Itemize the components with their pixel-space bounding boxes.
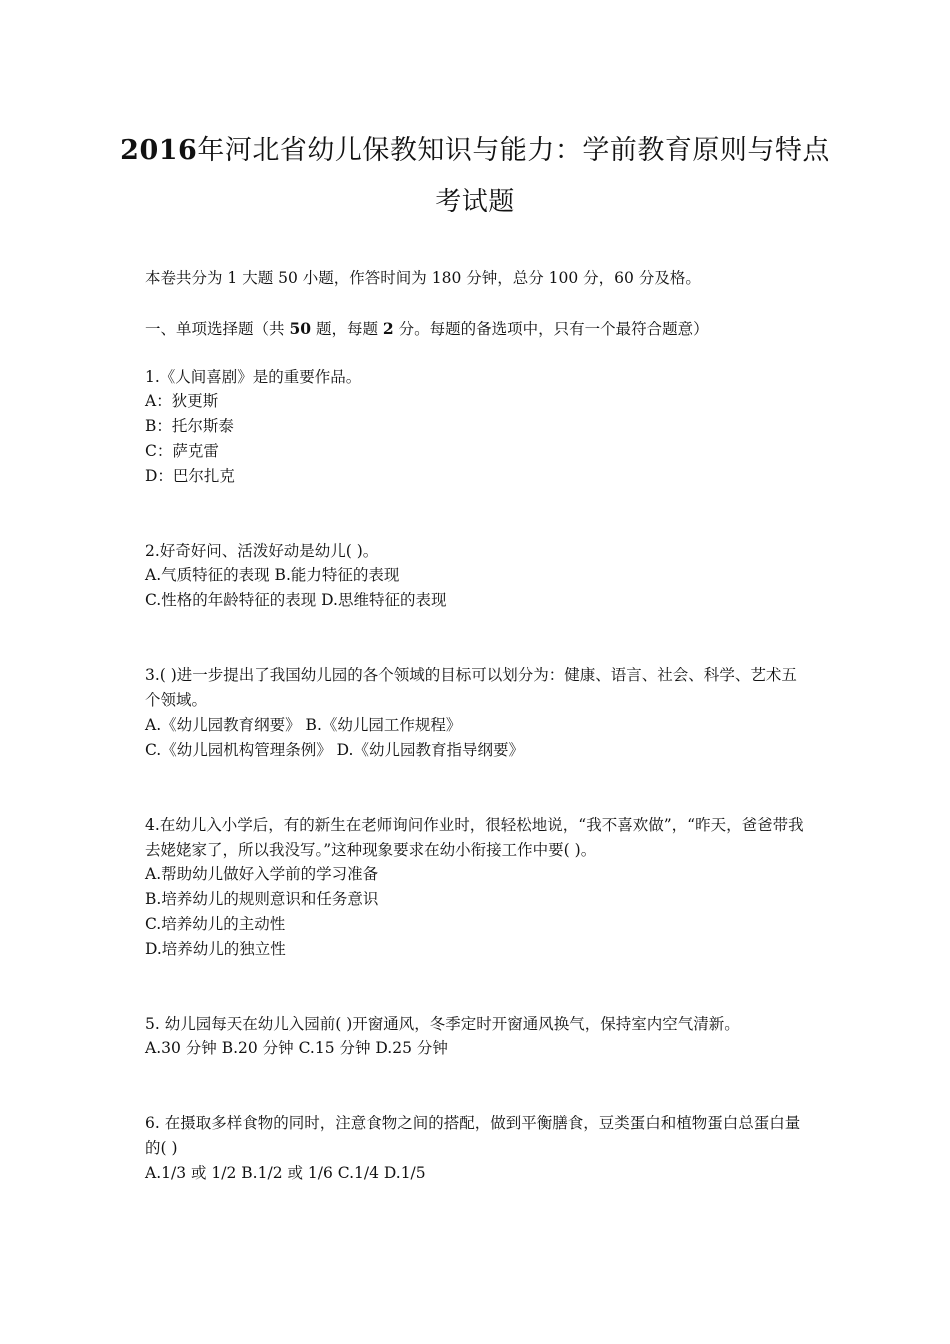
question-option: B：托尔斯泰 bbox=[145, 417, 234, 435]
section-text-1: 一、单项选择题（共 bbox=[145, 320, 290, 338]
question-option: A.1/3 或 1/2 B.1/2 或 1/6 C.1/4 D.1/5 bbox=[145, 1164, 426, 1182]
title-year: 2016 bbox=[120, 135, 198, 166]
question-option: A.帮助幼儿做好入学前的学习准备 bbox=[145, 865, 379, 883]
question-option: A.《幼儿园教育纲要》 B.《幼儿园工作规程》 bbox=[145, 716, 462, 734]
section-count: 50 bbox=[289, 319, 312, 338]
question-option: B.培养幼儿的规则意识和任务意识 bbox=[145, 890, 379, 908]
question-option: A：狄更斯 bbox=[145, 392, 219, 410]
question-stem: 2.好奇好问、活泼好动是幼儿( )。 bbox=[145, 542, 379, 560]
question-stem: 6. 在摄取多样食物的同时，注意食物之间的搭配，做到平衡膳食，豆类蛋白和植物蛋白总蛋白量的( ) bbox=[145, 1114, 801, 1157]
question-option: C.培养幼儿的主动性 bbox=[145, 915, 286, 933]
question-option: D：巴尔扎克 bbox=[145, 467, 235, 485]
document-title bbox=[100, 131, 850, 171]
title-text: 年河北省幼儿保教知识与能力：学前教育原则与特点 bbox=[197, 135, 830, 166]
section-text-3: 分。每题的备选项中，只有一个最符合题意） bbox=[393, 320, 709, 338]
section-score: 2 bbox=[382, 319, 394, 338]
exam-intro: 本卷共分为 1 大题 50 小题，作答时间为 180 分钟，总分 100 分，60 分及格。 bbox=[145, 269, 701, 287]
section-text-2: 题，每题 bbox=[311, 320, 383, 338]
question-option: C：萨克雷 bbox=[145, 442, 219, 460]
question-stem: 4.在幼儿入小学后，有的新生在老师询问作业时，很轻松地说，“我不喜欢做”，“昨天，爸爸带我去姥姥家了，所以我没写。”这种现象要求在幼小衔接工作中要( )。 bbox=[145, 816, 804, 859]
question-stem: 3.( )进一步提出了我国幼儿园的各个领域的目标可以划分为：健康、语言、社会、科学、艺术五个领域。 bbox=[145, 666, 797, 709]
question-option: A.30 分钟 B.20 分钟 C.15 分钟 D.25 分钟 bbox=[145, 1039, 448, 1057]
question-stem: 5. 幼儿园每天在幼儿入园前( )开窗通风，冬季定时开窗通风换气，保持室内空气清新。 bbox=[145, 1015, 740, 1033]
section-heading bbox=[145, 316, 810, 342]
question-option: C.《幼儿园机构管理条例》 D.《幼儿园教育指导纲要》 bbox=[145, 741, 524, 759]
question-stem: 1.《人间喜剧》是的重要作品。 bbox=[145, 368, 362, 386]
question-option: C.性格的年龄特征的表现 D.思维特征的表现 bbox=[145, 591, 447, 609]
question-option: D.培养幼儿的独立性 bbox=[145, 940, 286, 958]
document-title-line2: 考试题 bbox=[435, 187, 515, 217]
question-option: A.气质特征的表现 B.能力特征的表现 bbox=[145, 566, 400, 584]
